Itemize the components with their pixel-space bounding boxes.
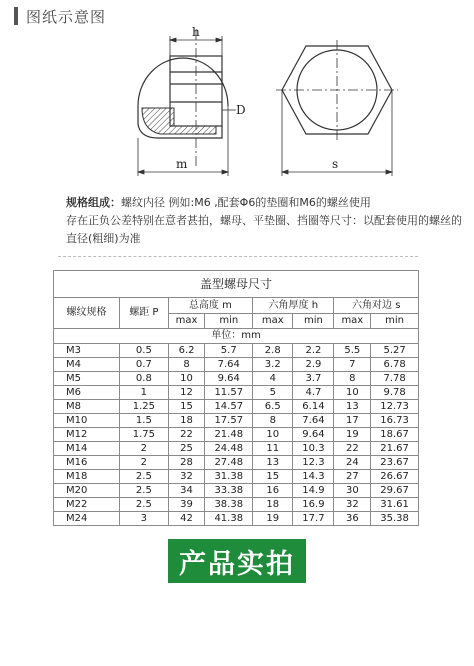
table-cell: 24	[334, 456, 371, 470]
table-cell: M12	[54, 428, 120, 442]
header-thread: 螺纹规格	[54, 298, 120, 329]
table-cell: 16.9	[293, 498, 334, 512]
dim-label-s: s	[332, 157, 339, 171]
table-row	[54, 498, 419, 512]
table-title: 盖型螺母尺寸	[54, 271, 419, 298]
table-row	[54, 358, 419, 372]
table-cell: 12.73	[371, 400, 419, 414]
table-cell: 33.38	[205, 484, 253, 498]
table-cell: 1.75	[120, 428, 169, 442]
table-row	[54, 470, 419, 484]
table-cell: M6	[54, 386, 120, 400]
table-cell: 4	[253, 372, 293, 386]
table-row	[54, 428, 419, 442]
header-total-height: 总高度 m	[168, 298, 252, 314]
dim-label-m: m	[176, 157, 188, 171]
table-cell: 14.9	[293, 484, 334, 498]
subheader-max: max	[334, 314, 371, 329]
spec-text-1: 螺纹内径 例如:M6 ,配套Φ6的垫圈和M6的螺丝使用	[121, 196, 371, 209]
spec-description	[66, 194, 462, 248]
table-cell: M14	[54, 442, 120, 456]
table-cell: 36	[334, 512, 371, 526]
table-row	[54, 372, 419, 386]
table-cell: 11	[253, 442, 293, 456]
table-cell: M3	[54, 344, 120, 358]
table-cell: 22	[334, 442, 371, 456]
table-cell: 38.38	[205, 498, 253, 512]
table-cell: 10	[334, 386, 371, 400]
table-cell: M22	[54, 498, 120, 512]
table-cell: 34	[168, 484, 205, 498]
table-cell: 8	[334, 372, 371, 386]
table-row	[54, 512, 419, 526]
table-cell: 17.7	[293, 512, 334, 526]
table-cell: 0.8	[120, 372, 169, 386]
table-cell: 2.5	[120, 470, 169, 484]
table-cell: 0.5	[120, 344, 169, 358]
table-cell: 5	[253, 386, 293, 400]
table-title-row	[54, 271, 419, 298]
table-cell: 16.73	[371, 414, 419, 428]
table-cell: 18	[253, 498, 293, 512]
dim-label-d: D	[236, 103, 246, 117]
header-hex-height: 六角厚度 h	[253, 298, 334, 314]
table-cell: 14.3	[293, 470, 334, 484]
table-cell: 6.14	[293, 400, 334, 414]
table-cell: 8	[253, 414, 293, 428]
dashed-divider	[58, 256, 418, 257]
table-cell: 17	[334, 414, 371, 428]
table-cell: 21.67	[371, 442, 419, 456]
table-cell: 24.48	[205, 442, 253, 456]
table-cell: 18.67	[371, 428, 419, 442]
header-title: 图纸示意图	[26, 7, 107, 26]
dim-label-h: h	[192, 26, 200, 39]
table-cell: 14.57	[205, 400, 253, 414]
table-cell: M8	[54, 400, 120, 414]
product-photo-badge: 产品实拍	[168, 539, 306, 583]
table-cell: 22	[168, 428, 205, 442]
table-cell: 31.61	[371, 498, 419, 512]
subheader-max: max	[253, 314, 293, 329]
table-cell: 6.78	[371, 358, 419, 372]
table-cell: M18	[54, 470, 120, 484]
table-cell: M20	[54, 484, 120, 498]
table-cell: 2.5	[120, 498, 169, 512]
table-cell: 13	[334, 400, 371, 414]
table-cell: 6.2	[168, 344, 205, 358]
table-cell: 9.64	[205, 372, 253, 386]
spec-line-2: 存在正负公差特别在意者甚拍，螺母、平垫圈、挡圈等尺寸：以配套使用的螺丝的	[66, 214, 462, 227]
table-cell: 12	[168, 386, 205, 400]
table-cell: 12.3	[293, 456, 334, 470]
table-cell: 31.38	[205, 470, 253, 484]
table-cell: 3.7	[293, 372, 334, 386]
technical-drawing	[118, 26, 448, 196]
subheader-max: max	[168, 314, 205, 329]
table-cell: 10.3	[293, 442, 334, 456]
subheader-min: min	[293, 314, 334, 329]
table-cell: 9.64	[293, 428, 334, 442]
table-cell: 39	[168, 498, 205, 512]
table-cell: 7.64	[205, 358, 253, 372]
table-cell: 15	[168, 400, 205, 414]
table-cell: 2.2	[293, 344, 334, 358]
table-cell: 2	[120, 456, 169, 470]
spec-label: 规格组成：	[66, 196, 121, 209]
table-cell: 2.5	[120, 484, 169, 498]
spec-line-1	[66, 194, 446, 212]
table-cell: 2.8	[253, 344, 293, 358]
table-cell: 41.38	[205, 512, 253, 526]
header-accent-bar	[14, 7, 18, 25]
table-cell: 1.5	[120, 414, 169, 428]
table-cell: 0.7	[120, 358, 169, 372]
table-cell: 32	[168, 470, 205, 484]
table-cell: 17.57	[205, 414, 253, 428]
table-header-row	[54, 298, 419, 314]
table-cell: 28	[168, 456, 205, 470]
table-row	[54, 344, 419, 358]
header-pitch: 螺距 P	[120, 298, 169, 329]
table-cell: 15	[253, 470, 293, 484]
table-cell: M4	[54, 358, 120, 372]
table-cell: 35.38	[371, 512, 419, 526]
table-cell: 5.7	[205, 344, 253, 358]
table-cell: 25	[168, 442, 205, 456]
table-cell: 7	[334, 358, 371, 372]
table-cell: 5.5	[334, 344, 371, 358]
table-row	[54, 456, 419, 470]
table-cell: M24	[54, 512, 120, 526]
table-cell: 16	[253, 484, 293, 498]
table-cell: M16	[54, 456, 120, 470]
table-cell: 1	[120, 386, 169, 400]
table-cell: M10	[54, 414, 120, 428]
table-row	[54, 400, 419, 414]
table-cell: 19	[334, 428, 371, 442]
table-row	[54, 386, 419, 400]
table-cell: 30	[334, 484, 371, 498]
cap-nut-size-table	[53, 270, 419, 526]
section-header	[14, 6, 106, 26]
table-cell: 27.48	[205, 456, 253, 470]
table-cell: 6.5	[253, 400, 293, 414]
table-cell: 4.7	[293, 386, 334, 400]
table-cell: 21.48	[205, 428, 253, 442]
table-cell: 9.78	[371, 386, 419, 400]
table-cell: 2	[120, 442, 169, 456]
table-cell: 1.25	[120, 400, 169, 414]
table-row	[54, 484, 419, 498]
table-cell: 5.27	[371, 344, 419, 358]
section-hatching	[142, 108, 216, 134]
subheader-min: min	[205, 314, 253, 329]
table-cell: 3.2	[253, 358, 293, 372]
table-cell: 8	[168, 358, 205, 372]
table-cell: 10	[253, 428, 293, 442]
nut-dome-outline	[138, 58, 228, 106]
header-across-flats: 六角对边 s	[334, 298, 419, 314]
table-cell: 13	[253, 456, 293, 470]
table-cell: M5	[54, 372, 120, 386]
table-cell: 3	[120, 512, 169, 526]
table-cell: 32	[334, 498, 371, 512]
table-cell: 23.67	[371, 456, 419, 470]
table-unit-row	[54, 329, 419, 344]
spec-line-3: 直径(粗细)为准	[66, 232, 141, 245]
table-cell: 26.67	[371, 470, 419, 484]
table-cell: 27	[334, 470, 371, 484]
table-cell: 7.64	[293, 414, 334, 428]
table-row	[54, 442, 419, 456]
subheader-min: min	[371, 314, 419, 329]
table-cell: 7.78	[371, 372, 419, 386]
table-cell: 29.67	[371, 484, 419, 498]
table-cell: 42	[168, 512, 205, 526]
table-cell: 11.57	[205, 386, 253, 400]
table-cell: 18	[168, 414, 205, 428]
table-cell: 19	[253, 512, 293, 526]
table-cell: 10	[168, 372, 205, 386]
table-cell: 2.9	[293, 358, 334, 372]
table-row	[54, 414, 419, 428]
table-unit: 单位：mm	[54, 329, 419, 344]
